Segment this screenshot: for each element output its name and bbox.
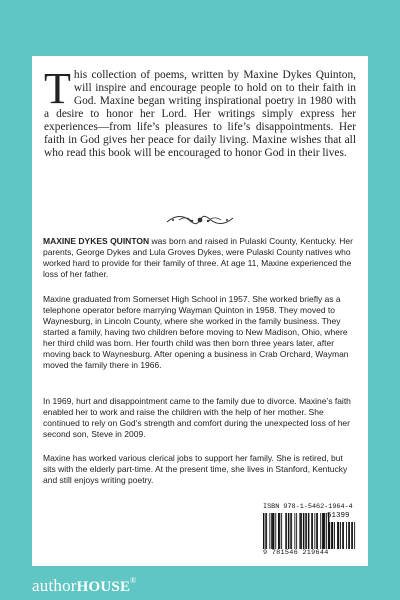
barcode-bar: [288, 513, 289, 549]
drop-cap: T: [44, 64, 71, 113]
barcode-addon-bar: [354, 522, 355, 549]
barcode-addon-bar: [331, 522, 332, 549]
author-name: MAXINE DYKES QUINTON: [43, 236, 150, 246]
barcode-bar: [279, 513, 280, 549]
barcode-bar: [290, 513, 291, 549]
logo-bold: HOUSE: [76, 579, 131, 595]
intro-text: his collection of poems, written by Maxine Dykes Quinton, will inspire and encourage people to hold on to their faith in God. Maxine began writing inspirational poetry in 1980 with a desire to honor her Lord. Her writings simply express her experiences—from life’s pleasures to life’s disappointments. Her faith in God gives her peace for daily living. Maxine wishes that all who read this book will be encouraged to honor God in their lives.: [44, 69, 356, 159]
barcode-addon-bar: [349, 522, 350, 549]
barcode-bar: [294, 513, 295, 549]
barcode-addon-bar: [332, 522, 333, 549]
logo-registered-mark: ®: [130, 576, 137, 585]
barcode-bar: [308, 513, 309, 549]
barcode-bar: [263, 513, 264, 549]
barcode-bar: [303, 513, 304, 549]
bio-paragraph-2: Maxine graduated from Somerset High School in 1957. She worked briefly as a telephone operator before marrying Wayman Quinton in 1958. They moved to Waynesburg, in Lincoln County, where she worked in the family business. They started a family, having two children before moving to New Madison, Ohio, where her third child was born. Her fourth child was then born three years later, after moving back to Waynesburg. After opening a business in Crab Orchard, Wayman moved the family there in 1966.: [43, 294, 349, 370]
bio-p1-text: was born and raised in Pulaski County, Kentucky. Her parents, George Dykes and Lula Groves Dykes, were Pulaski County natives who worked hard to provide for their family of three. At age 11, Maxine experienced the loss of her father.: [43, 236, 353, 279]
barcode-addon-bar: [348, 522, 349, 549]
barcode-bar: [306, 513, 307, 549]
barcode-bar: [323, 513, 324, 549]
barcode-bar: [281, 513, 282, 549]
barcode-bar: [278, 513, 279, 549]
barcode-bar: [273, 513, 274, 549]
barcode-bar: [285, 513, 286, 549]
back-cover-panel: [32, 56, 368, 566]
barcode-bar: [299, 513, 300, 549]
barcode-addon-bar: [329, 522, 330, 549]
barcode-addon-bar: [340, 522, 341, 549]
barcode-bar: [317, 513, 318, 549]
barcode-addon-bar: [352, 522, 353, 549]
barcode-bar: [301, 513, 302, 549]
barcode-bar: [269, 513, 270, 549]
barcode-bar: [311, 513, 312, 549]
barcode-bar: [275, 513, 276, 549]
barcode-block: [261, 504, 360, 560]
barcode-bar: [305, 513, 306, 549]
barcode-bar: [324, 513, 325, 549]
barcode-bar: [316, 513, 317, 549]
barcode-addon-bar: [346, 522, 347, 549]
flourish-ornament-icon: [165, 213, 235, 227]
barcode-bar: [271, 513, 272, 549]
ean-number: 9 781546 219644: [263, 549, 329, 557]
barcode-bar: [312, 513, 313, 549]
publisher-logo: [32, 576, 136, 596]
barcode-bar: [320, 513, 321, 549]
barcode-bar: [314, 513, 315, 549]
barcode-bar: [286, 513, 287, 549]
barcode-bar: [291, 513, 292, 549]
logo-prefix: author: [32, 576, 77, 595]
intro-blurb: [44, 64, 356, 160]
bio-paragraph-3: In 1969, hurt and disappointment came to the family due to divorce. Maxine’s faith enabled her to work and raise the children with the help of her mother. She continued to rely on God’s strength and comfort during the unexpected loss of her second son, Steve in 2009.: [43, 396, 351, 439]
barcode-addon-bar: [334, 522, 335, 549]
bio-paragraph-1: [43, 236, 357, 280]
bio-paragraph-4: Maxine has worked various clerical jobs to support her family. She is retired, but sits with the elderly part-time. At the present time, she lives in Stanford, Kentucky and still enjoys writing poetry.: [43, 453, 348, 485]
barcode-addon-bar: [343, 522, 344, 549]
barcode-bar: [265, 513, 266, 549]
barcode-bar: [296, 513, 297, 549]
barcode-bar: [300, 513, 301, 549]
barcode-addon-bar: [337, 522, 338, 549]
barcode-addon-bar: [351, 522, 352, 549]
price-code: 51399: [327, 512, 350, 520]
isbn-label: ISBN 978-1-5462-1964-4: [263, 503, 353, 511]
barcode-bar: [272, 513, 273, 549]
barcode-bar: [322, 513, 323, 549]
barcode-addon-bar: [338, 522, 339, 549]
barcode-addon-bar: [342, 522, 343, 549]
barcode-bar: [266, 513, 267, 549]
